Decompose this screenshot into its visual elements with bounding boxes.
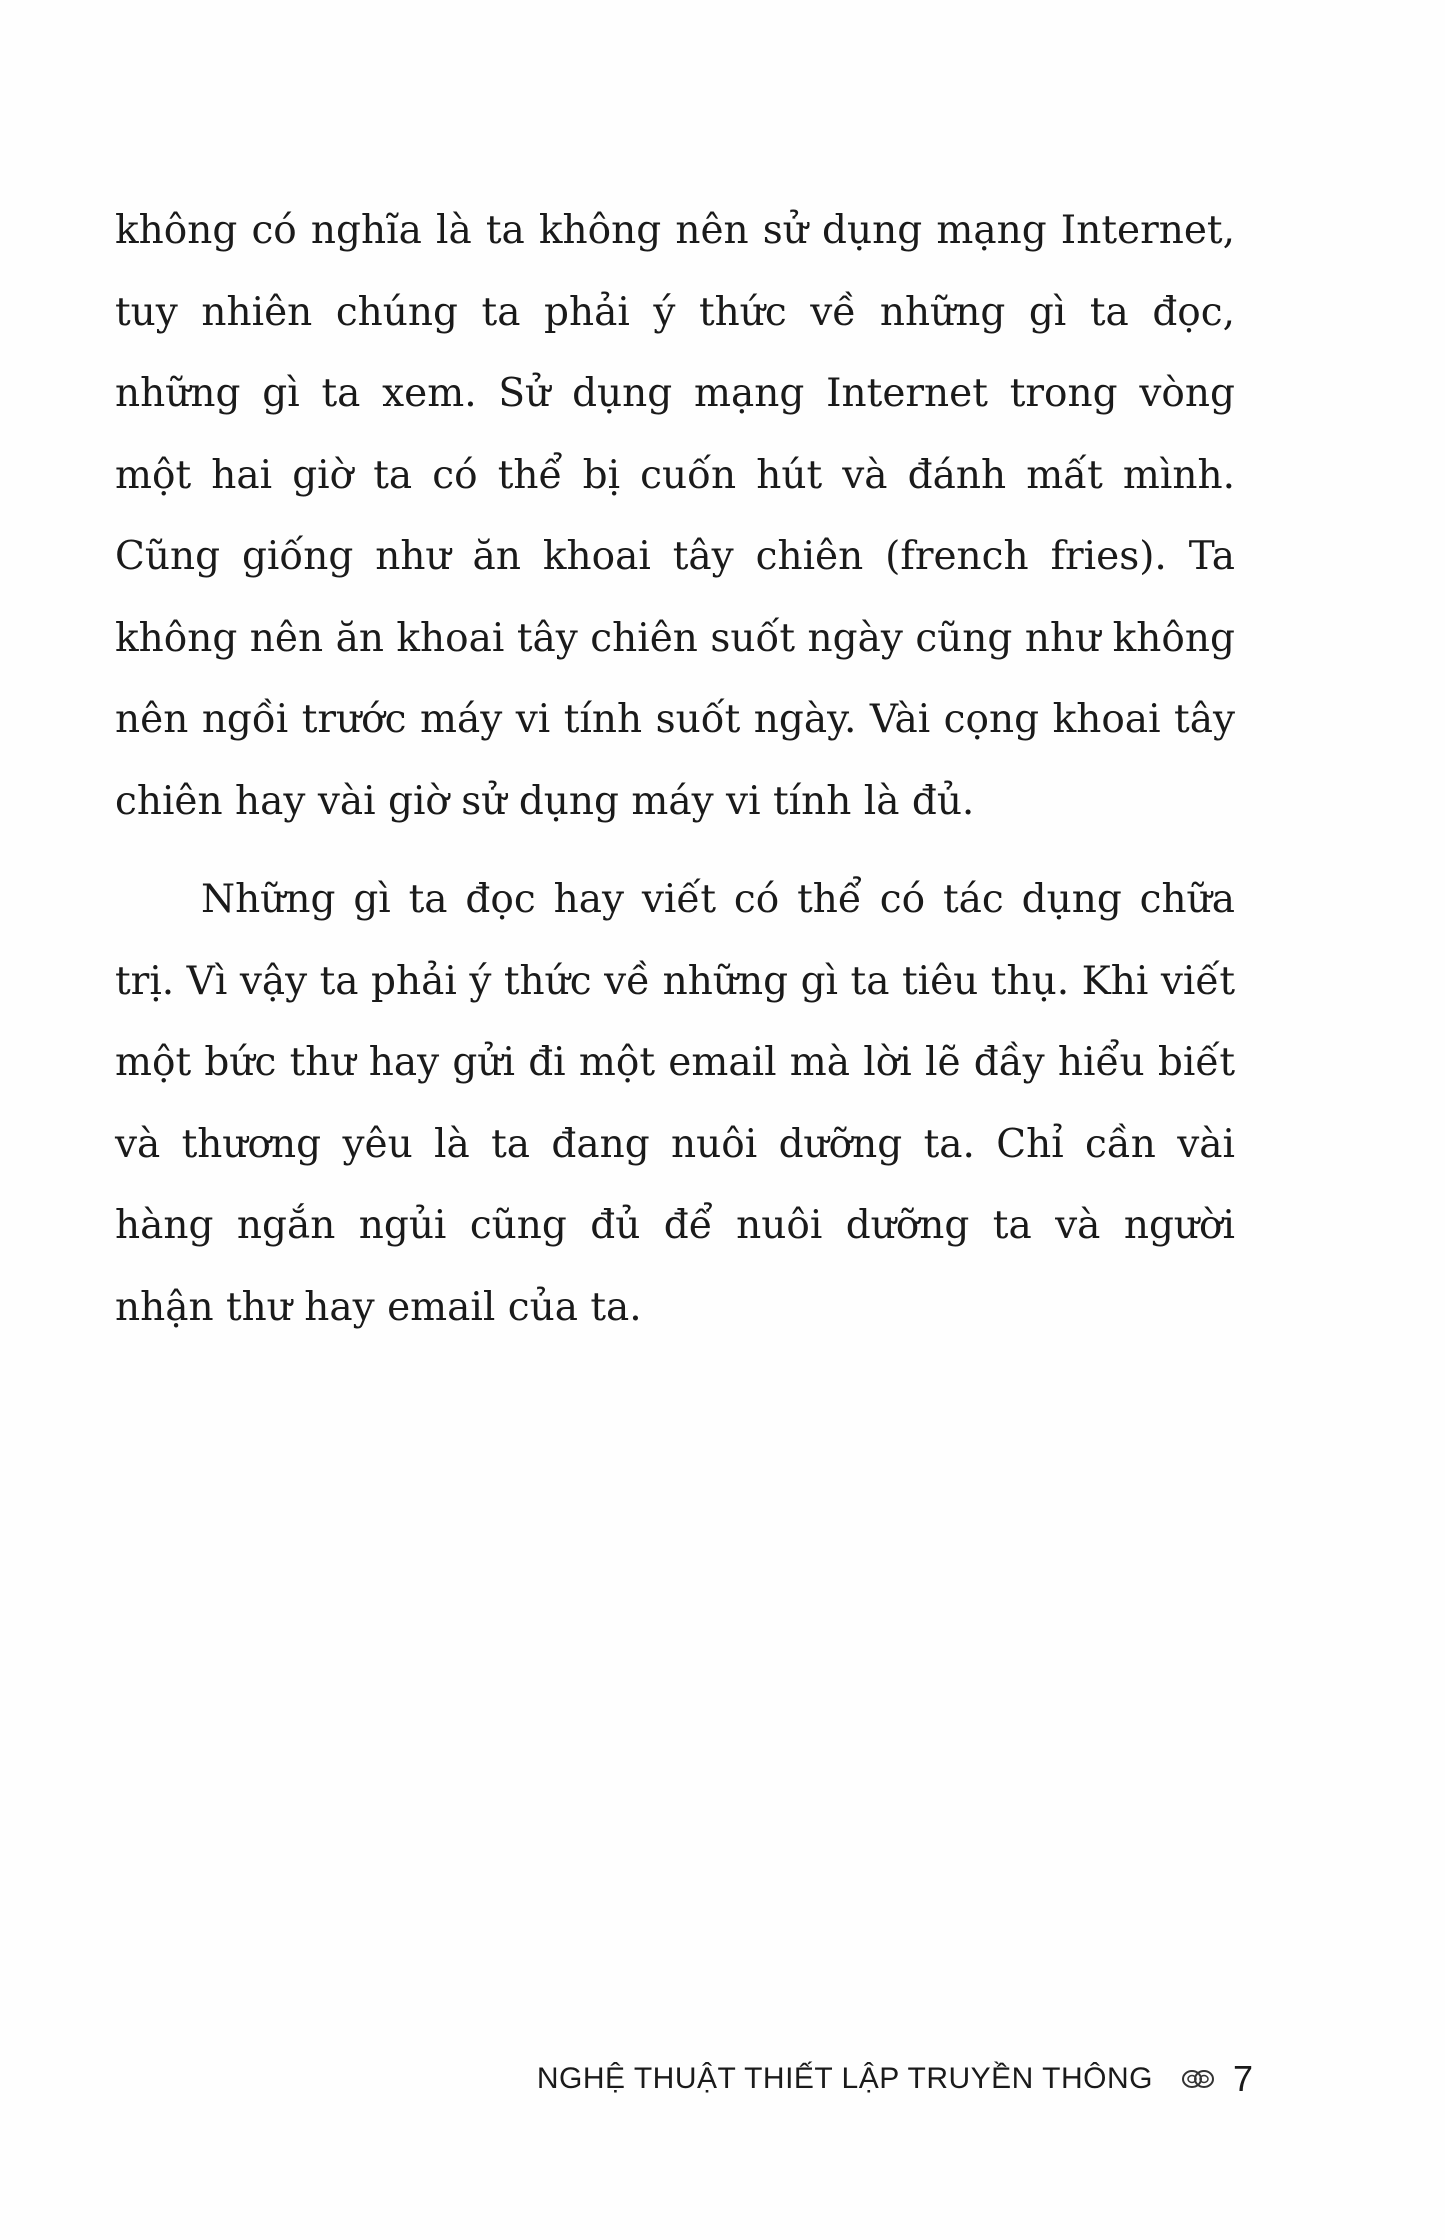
knot-ornament-icon: [1181, 2068, 1215, 2090]
page-number: 7: [1232, 2058, 1253, 2099]
page-footer: [537, 2058, 1253, 2100]
paragraph: Những gì ta đọc hay viết có thể có tác dụng chữa trị. Vì vậy ta phải ý thức về những gì ta tiêu thụ. Khi viết một bức thư hay gửi đi một email mà lời lẽ đầy hiểu biết và thương yêu là ta đang nuôi dưỡng ta. Chỉ cần vài hàng ngắn ngủi cũng đủ để nuôi dưỡng ta và người nhận thư hay email của ta.: [115, 877, 1235, 1330]
running-head: NGHỆ THUẬT THIẾT LẬP TRUYỀN THÔNG: [536, 2062, 1153, 2095]
paragraph-continuation: không có nghĩa là ta không nên sử dụng mạng Internet, tuy nhiên chúng ta phải ý thức về những gì ta đọc, những gì ta xem. Sử dụng mạng Internet trong vòng một hai giờ ta có thể bị cuốn hút và đánh mất mình. Cũng giống như ăn khoai tây chiên (french fries). Ta không nên ăn khoai tây chiên suốt ngày cũng như không nên ngồi trước máy vi tính suốt ngày. Vài cọng khoai tây chiên hay vài giờ sử dụng máy vi tính là đủ.: [115, 208, 1235, 824]
body-text: [115, 190, 1235, 1348]
